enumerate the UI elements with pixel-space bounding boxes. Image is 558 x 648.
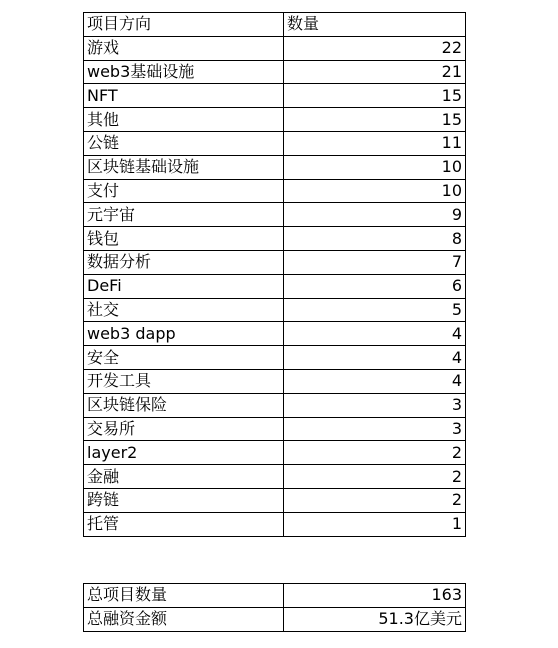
category-cell: 托管 — [84, 512, 284, 536]
count-cell: 15 — [284, 108, 466, 132]
category-cell: 游戏 — [84, 36, 284, 60]
category-cell: 元宇宙 — [84, 203, 284, 227]
count-cell: 4 — [284, 369, 466, 393]
category-cell: 数据分析 — [84, 250, 284, 274]
count-cell: 11 — [284, 131, 466, 155]
category-cell: 公链 — [84, 131, 284, 155]
count-cell: 22 — [284, 36, 466, 60]
category-cell: 区块链保险 — [84, 393, 284, 417]
header-count-cell: 数量 — [284, 13, 466, 37]
table-row — [84, 179, 466, 203]
table-row — [84, 84, 466, 108]
count-cell: 3 — [284, 393, 466, 417]
category-cell: 社交 — [84, 298, 284, 322]
table-row — [84, 512, 466, 536]
count-cell: 1 — [284, 512, 466, 536]
category-cell: DeFi — [84, 274, 284, 298]
table-row — [84, 227, 466, 251]
table-row — [84, 274, 466, 298]
count-cell: 7 — [284, 250, 466, 274]
summary-row — [84, 584, 466, 608]
count-cell: 2 — [284, 465, 466, 489]
category-cell: web3基础设施 — [84, 60, 284, 84]
summary-table-body — [84, 584, 466, 632]
count-cell: 3 — [284, 417, 466, 441]
count-cell: 15 — [284, 84, 466, 108]
project-category-table — [83, 12, 466, 537]
table-header-row — [84, 13, 466, 37]
table-row — [84, 393, 466, 417]
table-row — [84, 60, 466, 84]
count-cell: 2 — [284, 488, 466, 512]
category-cell: web3 dapp — [84, 322, 284, 346]
count-cell: 4 — [284, 322, 466, 346]
count-cell: 8 — [284, 227, 466, 251]
count-cell: 5 — [284, 298, 466, 322]
table-row — [84, 298, 466, 322]
table-row — [84, 155, 466, 179]
count-cell: 9 — [284, 203, 466, 227]
count-cell: 10 — [284, 155, 466, 179]
table-row — [84, 131, 466, 155]
count-cell: 21 — [284, 60, 466, 84]
table-row — [84, 250, 466, 274]
category-cell: 其他 — [84, 108, 284, 132]
category-cell: 区块链基础设施 — [84, 155, 284, 179]
header-category-cell: 项目方向 — [84, 13, 284, 37]
category-cell: NFT — [84, 84, 284, 108]
table-row — [84, 346, 466, 370]
table-row — [84, 441, 466, 465]
table-row — [84, 369, 466, 393]
table-row — [84, 203, 466, 227]
category-cell: 跨链 — [84, 488, 284, 512]
count-cell: 163 — [284, 584, 466, 608]
table-row — [84, 322, 466, 346]
category-cell: 安全 — [84, 346, 284, 370]
category-cell: layer2 — [84, 441, 284, 465]
count-cell: 51.3亿美元 — [284, 607, 466, 631]
table-row — [84, 36, 466, 60]
table-row — [84, 465, 466, 489]
category-cell: 支付 — [84, 179, 284, 203]
category-cell: 总项目数量 — [84, 584, 284, 608]
category-cell: 总融资金额 — [84, 607, 284, 631]
category-cell: 开发工具 — [84, 369, 284, 393]
table-row — [84, 108, 466, 132]
summary-row — [84, 607, 466, 631]
category-cell: 金融 — [84, 465, 284, 489]
category-cell: 交易所 — [84, 417, 284, 441]
project-category-table-body — [84, 13, 466, 537]
category-cell: 钱包 — [84, 227, 284, 251]
table-row — [84, 488, 466, 512]
count-cell: 4 — [284, 346, 466, 370]
count-cell: 10 — [284, 179, 466, 203]
table-row — [84, 417, 466, 441]
count-cell: 2 — [284, 441, 466, 465]
count-cell: 6 — [284, 274, 466, 298]
summary-table — [83, 583, 466, 632]
